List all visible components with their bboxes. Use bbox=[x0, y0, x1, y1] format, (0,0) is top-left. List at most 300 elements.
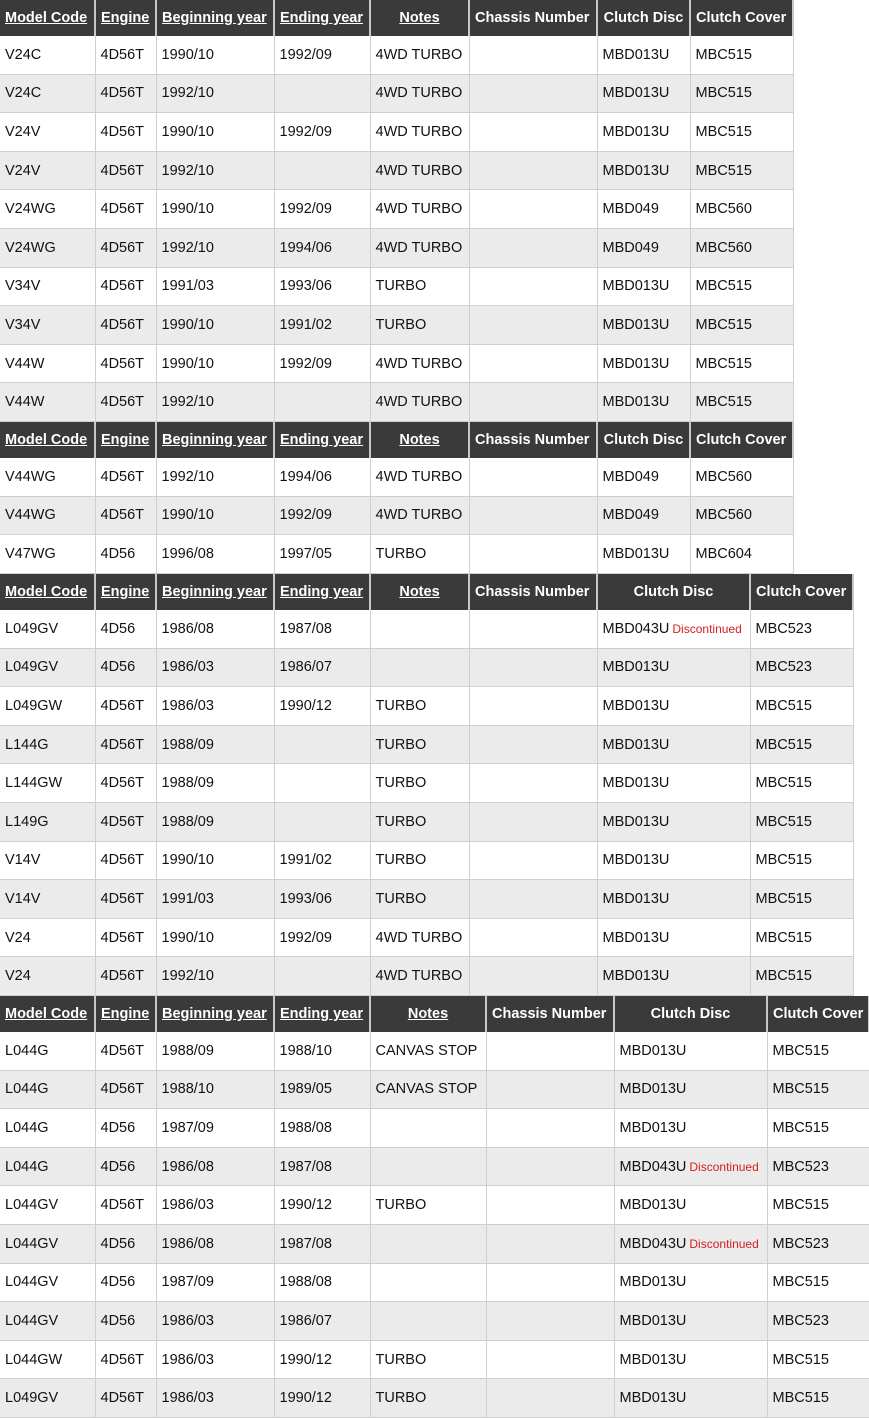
cell-ending-year bbox=[274, 496, 370, 535]
clutch-cover-value: MBC523 bbox=[755, 659, 812, 676]
clutch-disc-value: MBD013U bbox=[602, 394, 670, 411]
engine-value: 4D56T bbox=[100, 355, 145, 372]
cell-clutch-cover bbox=[767, 1302, 869, 1341]
cell-notes bbox=[370, 1263, 486, 1302]
cell-clutch-disc bbox=[597, 535, 690, 574]
header-engine[interactable]: Engine bbox=[95, 996, 156, 1032]
cell-beginning-year bbox=[156, 764, 274, 803]
clutch-disc-value: MBD013U bbox=[619, 1312, 687, 1329]
cell-clutch-cover bbox=[690, 228, 793, 267]
model-code-value: L044GW bbox=[5, 1351, 63, 1368]
cell-engine bbox=[95, 1302, 156, 1341]
cell-beginning-year bbox=[156, 535, 274, 574]
cell-beginning-year bbox=[156, 880, 274, 919]
notes-value: 4WD TURBO bbox=[375, 46, 463, 63]
cell-ending-year bbox=[274, 687, 370, 726]
notes-value: 4WD TURBO bbox=[375, 507, 463, 524]
header-engine[interactable]: Engine bbox=[95, 0, 156, 36]
ending-year-value: 1990/12 bbox=[279, 1197, 332, 1214]
cell-ending-year bbox=[274, 1224, 370, 1263]
cell-beginning-year bbox=[156, 113, 274, 152]
header-notes[interactable]: Notes bbox=[370, 0, 469, 36]
cell-beginning-year bbox=[156, 1340, 274, 1379]
cell-model-code bbox=[0, 764, 95, 803]
cell-beginning-year bbox=[156, 648, 274, 687]
notes-value: TURBO bbox=[375, 1351, 427, 1368]
header-model-code[interactable]: Model Code bbox=[0, 0, 95, 36]
cell-notes bbox=[370, 841, 469, 880]
cell-notes bbox=[370, 267, 469, 306]
header-chassis-number: Chassis Number bbox=[469, 574, 597, 610]
header-ending-year[interactable]: Ending year bbox=[274, 574, 370, 610]
cell-clutch-cover bbox=[690, 383, 793, 422]
cell-ending-year bbox=[274, 880, 370, 919]
cell-notes bbox=[370, 918, 469, 957]
cell-ending-year bbox=[274, 1070, 370, 1109]
cell-clutch-cover bbox=[767, 1032, 869, 1070]
table-row bbox=[0, 1070, 869, 1109]
header-row bbox=[0, 0, 793, 36]
beginning-year-value: 1988/09 bbox=[161, 1042, 214, 1059]
header-notes[interactable]: Notes bbox=[370, 574, 469, 610]
cell-clutch-disc bbox=[597, 228, 690, 267]
model-code-value: L049GW bbox=[5, 697, 63, 714]
model-code-value: V47WG bbox=[5, 545, 56, 562]
cell-engine bbox=[95, 610, 156, 648]
table-row bbox=[0, 610, 853, 648]
cell-model-code bbox=[0, 267, 95, 306]
cell-ending-year bbox=[274, 648, 370, 687]
cell-clutch-cover bbox=[767, 1224, 869, 1263]
clutch-disc-value: MBD013U bbox=[602, 355, 670, 372]
cell-ending-year bbox=[274, 841, 370, 880]
engine-value: 4D56T bbox=[100, 278, 145, 295]
cell-ending-year bbox=[274, 190, 370, 229]
notes-value: TURBO bbox=[375, 545, 427, 562]
cell-ending-year bbox=[274, 725, 370, 764]
cell-engine bbox=[95, 383, 156, 422]
cell-beginning-year bbox=[156, 1379, 274, 1418]
cell-engine bbox=[95, 496, 156, 535]
cell-engine bbox=[95, 113, 156, 152]
clutch-cover-value: MBC560 bbox=[695, 239, 752, 256]
model-code-value: L044GV bbox=[5, 1274, 59, 1291]
engine-value: 4D56T bbox=[100, 394, 145, 411]
table-row bbox=[0, 918, 853, 957]
clutch-disc-value: MBD043U bbox=[619, 1235, 687, 1252]
notes-value: 4WD TURBO bbox=[375, 929, 463, 946]
cell-beginning-year bbox=[156, 383, 274, 422]
ending-year-value: 1994/06 bbox=[279, 468, 332, 485]
header-notes[interactable]: Notes bbox=[370, 422, 469, 458]
table-row bbox=[0, 190, 793, 229]
cell-notes bbox=[370, 74, 469, 113]
cell-chassis-number bbox=[469, 458, 597, 496]
cell-clutch-cover bbox=[690, 496, 793, 535]
model-code-value: L044GV bbox=[5, 1312, 59, 1329]
cell-chassis-number bbox=[486, 1340, 614, 1379]
clutch-disc-value: MBD013U bbox=[602, 545, 670, 562]
header-ending-year[interactable]: Ending year bbox=[274, 422, 370, 458]
ending-year-value: 1988/10 bbox=[279, 1042, 332, 1059]
beginning-year-value: 1992/10 bbox=[161, 162, 214, 179]
cell-notes bbox=[370, 648, 469, 687]
clutch-disc-value: MBD013U bbox=[602, 278, 670, 295]
cell-engine bbox=[95, 918, 156, 957]
cell-clutch-disc bbox=[597, 496, 690, 535]
cell-notes bbox=[370, 36, 469, 74]
table-row bbox=[0, 648, 853, 687]
engine-value: 4D56 bbox=[100, 1119, 136, 1136]
cell-ending-year bbox=[274, 306, 370, 345]
clutch-disc-value: MBD013U bbox=[602, 85, 670, 102]
cell-model-code bbox=[0, 1186, 95, 1225]
ending-year-value: 1991/02 bbox=[279, 316, 332, 333]
cell-clutch-disc bbox=[614, 1224, 767, 1263]
cell-clutch-cover bbox=[767, 1263, 869, 1302]
cell-clutch-disc bbox=[597, 841, 750, 880]
clutch-cover-value: MBC515 bbox=[755, 736, 812, 753]
clutch-disc-value: MBD049 bbox=[602, 239, 659, 256]
engine-value: 4D56 bbox=[100, 545, 136, 562]
clutch-cover-value: MBC515 bbox=[695, 278, 752, 295]
clutch-disc-value: MBD013U bbox=[602, 736, 670, 753]
cell-engine bbox=[95, 648, 156, 687]
table-row bbox=[0, 1302, 869, 1341]
cell-beginning-year bbox=[156, 228, 274, 267]
header-model-code[interactable]: Model Code bbox=[0, 574, 95, 610]
parts-table-2 bbox=[0, 422, 794, 574]
clutch-cover-value: MBC560 bbox=[695, 507, 752, 524]
cell-ending-year bbox=[274, 1340, 370, 1379]
ending-year-value: 1986/07 bbox=[279, 659, 332, 676]
cell-chassis-number bbox=[469, 306, 597, 345]
header-row bbox=[0, 422, 793, 458]
beginning-year-value: 1992/10 bbox=[161, 968, 214, 985]
notes-value: 4WD TURBO bbox=[375, 239, 463, 256]
table-row bbox=[0, 74, 793, 113]
header-ending-year[interactable]: Ending year bbox=[274, 0, 370, 36]
cell-notes bbox=[370, 228, 469, 267]
header-model-code[interactable]: Model Code bbox=[0, 996, 95, 1032]
cell-notes bbox=[370, 1070, 486, 1109]
ending-year-value: 1986/07 bbox=[279, 1312, 332, 1329]
cell-model-code bbox=[0, 1302, 95, 1341]
cell-clutch-disc bbox=[614, 1070, 767, 1109]
header-beginning-year[interactable]: Beginning year bbox=[156, 996, 274, 1032]
clutch-cover-value: MBC515 bbox=[695, 355, 752, 372]
cell-engine bbox=[95, 880, 156, 919]
engine-value: 4D56T bbox=[100, 1081, 145, 1098]
model-code-value: L044G bbox=[5, 1081, 49, 1098]
ending-year-value: 1992/09 bbox=[279, 929, 332, 946]
cell-clutch-disc bbox=[614, 1147, 767, 1186]
cell-model-code bbox=[0, 841, 95, 880]
cell-clutch-cover bbox=[690, 190, 793, 229]
clutch-cover-value: MBC515 bbox=[755, 697, 812, 714]
engine-value: 4D56 bbox=[100, 659, 136, 676]
notes-value: TURBO bbox=[375, 736, 427, 753]
cell-chassis-number bbox=[469, 151, 597, 190]
cell-model-code bbox=[0, 458, 95, 496]
clutch-cover-value: MBC515 bbox=[695, 394, 752, 411]
model-code-value: L044GV bbox=[5, 1197, 59, 1214]
model-code-value: L149G bbox=[5, 813, 49, 830]
notes-value: 4WD TURBO bbox=[375, 201, 463, 218]
clutch-cover-value: MBC523 bbox=[772, 1235, 829, 1252]
table-row bbox=[0, 151, 793, 190]
table-row bbox=[0, 764, 853, 803]
cell-model-code bbox=[0, 725, 95, 764]
beginning-year-value: 1986/03 bbox=[161, 697, 214, 714]
cell-ending-year bbox=[274, 344, 370, 383]
header-beginning-year[interactable]: Beginning year bbox=[156, 422, 274, 458]
clutch-disc-value: MBD013U bbox=[602, 813, 670, 830]
cell-clutch-cover bbox=[690, 267, 793, 306]
cell-beginning-year bbox=[156, 1224, 274, 1263]
model-code-value: L044G bbox=[5, 1158, 49, 1175]
cell-clutch-disc bbox=[597, 957, 750, 996]
cell-clutch-disc bbox=[597, 36, 690, 74]
cell-clutch-cover bbox=[767, 1070, 869, 1109]
cell-engine bbox=[95, 1340, 156, 1379]
model-code-value: V44WG bbox=[5, 468, 56, 485]
cell-clutch-cover bbox=[690, 74, 793, 113]
cell-engine bbox=[95, 1032, 156, 1070]
clutch-disc-value: MBD013U bbox=[602, 659, 670, 676]
cell-notes bbox=[370, 383, 469, 422]
engine-value: 4D56T bbox=[100, 1390, 145, 1407]
clutch-disc-value: MBD013U bbox=[619, 1119, 687, 1136]
notes-value: 4WD TURBO bbox=[375, 85, 463, 102]
table-row bbox=[0, 1379, 869, 1418]
cell-beginning-year bbox=[156, 74, 274, 113]
cell-model-code bbox=[0, 535, 95, 574]
cell-clutch-disc bbox=[597, 610, 750, 648]
clutch-disc-value: MBD013U bbox=[619, 1390, 687, 1407]
table-row bbox=[0, 496, 793, 535]
clutch-disc-value: MBD043U bbox=[602, 620, 670, 637]
cell-clutch-cover bbox=[750, 957, 853, 996]
cell-engine bbox=[95, 1109, 156, 1148]
beginning-year-value: 1986/03 bbox=[161, 1390, 214, 1407]
notes-value: TURBO bbox=[375, 813, 427, 830]
cell-notes bbox=[370, 306, 469, 345]
notes-value: CANVAS STOP bbox=[375, 1042, 478, 1059]
engine-value: 4D56T bbox=[100, 316, 145, 333]
engine-value: 4D56T bbox=[100, 968, 145, 985]
table-row bbox=[0, 1224, 869, 1263]
beginning-year-value: 1988/10 bbox=[161, 1081, 214, 1098]
model-code-value: V24C bbox=[5, 85, 42, 102]
cell-clutch-cover bbox=[767, 1379, 869, 1418]
engine-value: 4D56 bbox=[100, 1312, 136, 1329]
cell-notes bbox=[370, 151, 469, 190]
cell-beginning-year bbox=[156, 151, 274, 190]
header-model-code[interactable]: Model Code bbox=[0, 422, 95, 458]
clutch-cover-value: MBC515 bbox=[755, 929, 812, 946]
cell-beginning-year bbox=[156, 1032, 274, 1070]
discontinued-badge: Discontinued bbox=[689, 1236, 759, 1251]
engine-value: 4D56T bbox=[100, 468, 145, 485]
clutch-cover-value: MBC515 bbox=[772, 1351, 829, 1368]
header-beginning-year[interactable]: Beginning year bbox=[156, 0, 274, 36]
parts-table-1 bbox=[0, 0, 794, 422]
cell-notes bbox=[370, 957, 469, 996]
beginning-year-value: 1986/03 bbox=[161, 659, 214, 676]
cell-clutch-disc bbox=[614, 1109, 767, 1148]
clutch-disc-value: MBD013U bbox=[602, 46, 670, 63]
engine-value: 4D56T bbox=[100, 1351, 145, 1368]
cell-clutch-disc bbox=[597, 458, 690, 496]
clutch-disc-value: MBD049 bbox=[602, 507, 659, 524]
cell-ending-year bbox=[274, 383, 370, 422]
beginning-year-value: 1990/10 bbox=[161, 507, 214, 524]
header-notes[interactable]: Notes bbox=[370, 996, 486, 1032]
cell-model-code bbox=[0, 36, 95, 74]
clutch-cover-value: MBC515 bbox=[755, 775, 812, 792]
model-code-value: V24 bbox=[5, 968, 31, 985]
cell-notes bbox=[370, 687, 469, 726]
cell-notes bbox=[370, 1340, 486, 1379]
cell-chassis-number bbox=[486, 1186, 614, 1225]
model-code-value: L144G bbox=[5, 736, 49, 753]
header-ending-year[interactable]: Ending year bbox=[274, 996, 370, 1032]
cell-beginning-year bbox=[156, 1070, 274, 1109]
beginning-year-value: 1992/10 bbox=[161, 394, 214, 411]
beginning-year-value: 1990/10 bbox=[161, 852, 214, 869]
cell-ending-year bbox=[274, 228, 370, 267]
ending-year-value: 1988/08 bbox=[279, 1274, 332, 1291]
cell-model-code bbox=[0, 496, 95, 535]
cell-beginning-year bbox=[156, 1109, 274, 1148]
clutch-cover-value: MBC515 bbox=[772, 1390, 829, 1407]
cell-engine bbox=[95, 151, 156, 190]
cell-ending-year bbox=[274, 151, 370, 190]
header-clutch-cover: Clutch Cover bbox=[690, 0, 793, 36]
cell-clutch-cover bbox=[750, 648, 853, 687]
cell-ending-year bbox=[274, 74, 370, 113]
clutch-disc-value: MBD013U bbox=[602, 162, 670, 179]
engine-value: 4D56T bbox=[100, 775, 145, 792]
clutch-cover-value: MBC515 bbox=[772, 1274, 829, 1291]
cell-ending-year bbox=[274, 957, 370, 996]
cell-clutch-cover bbox=[767, 1109, 869, 1148]
clutch-disc-value: MBD049 bbox=[602, 201, 659, 218]
beginning-year-value: 1992/10 bbox=[161, 85, 214, 102]
model-code-value: L144GW bbox=[5, 775, 63, 792]
clutch-cover-value: MBC515 bbox=[755, 890, 812, 907]
cell-clutch-disc bbox=[597, 687, 750, 726]
beginning-year-value: 1987/09 bbox=[161, 1119, 214, 1136]
header-engine[interactable]: Engine bbox=[95, 574, 156, 610]
ending-year-value: 1990/12 bbox=[279, 697, 332, 714]
cell-engine bbox=[95, 1379, 156, 1418]
cell-model-code bbox=[0, 648, 95, 687]
clutch-cover-value: MBC523 bbox=[755, 620, 812, 637]
cell-clutch-disc bbox=[597, 74, 690, 113]
cell-ending-year bbox=[274, 918, 370, 957]
header-beginning-year[interactable]: Beginning year bbox=[156, 574, 274, 610]
cell-chassis-number bbox=[469, 190, 597, 229]
cell-chassis-number bbox=[469, 610, 597, 648]
cell-beginning-year bbox=[156, 306, 274, 345]
cell-model-code bbox=[0, 918, 95, 957]
table-row bbox=[0, 1147, 869, 1186]
cell-model-code bbox=[0, 151, 95, 190]
cell-chassis-number bbox=[469, 880, 597, 919]
ending-year-value: 1993/06 bbox=[279, 890, 332, 907]
notes-value: 4WD TURBO bbox=[375, 123, 463, 140]
cell-chassis-number bbox=[486, 1147, 614, 1186]
table-row bbox=[0, 344, 793, 383]
engine-value: 4D56T bbox=[100, 736, 145, 753]
cell-clutch-disc bbox=[597, 306, 690, 345]
header-clutch-cover: Clutch Cover bbox=[750, 574, 853, 610]
cell-engine bbox=[95, 190, 156, 229]
cell-engine bbox=[95, 36, 156, 74]
cell-chassis-number bbox=[486, 1263, 614, 1302]
model-code-value: L049GV bbox=[5, 620, 59, 637]
ending-year-value: 1987/08 bbox=[279, 1158, 332, 1175]
clutch-cover-value: MBC515 bbox=[772, 1081, 829, 1098]
cell-clutch-disc bbox=[597, 802, 750, 841]
cell-clutch-cover bbox=[750, 725, 853, 764]
beginning-year-value: 1990/10 bbox=[161, 46, 214, 63]
clutch-disc-value: MBD013U bbox=[602, 890, 670, 907]
beginning-year-value: 1988/09 bbox=[161, 736, 214, 753]
notes-value: 4WD TURBO bbox=[375, 355, 463, 372]
engine-value: 4D56T bbox=[100, 85, 145, 102]
table-row bbox=[0, 880, 853, 919]
cell-notes bbox=[370, 725, 469, 764]
cell-model-code bbox=[0, 1340, 95, 1379]
beginning-year-value: 1986/03 bbox=[161, 1312, 214, 1329]
clutch-disc-value: MBD013U bbox=[602, 968, 670, 985]
ending-year-value: 1990/12 bbox=[279, 1351, 332, 1368]
cell-engine bbox=[95, 764, 156, 803]
cell-notes bbox=[370, 802, 469, 841]
cell-ending-year bbox=[274, 1147, 370, 1186]
cell-engine bbox=[95, 1186, 156, 1225]
cell-clutch-cover bbox=[690, 458, 793, 496]
engine-value: 4D56T bbox=[100, 852, 145, 869]
engine-value: 4D56T bbox=[100, 507, 145, 524]
cell-model-code bbox=[0, 306, 95, 345]
model-code-value: L049GV bbox=[5, 1390, 59, 1407]
cell-model-code bbox=[0, 1070, 95, 1109]
ending-year-value: 1994/06 bbox=[279, 239, 332, 256]
cell-clutch-cover bbox=[690, 535, 793, 574]
engine-value: 4D56T bbox=[100, 697, 145, 714]
cell-model-code bbox=[0, 228, 95, 267]
cell-clutch-disc bbox=[597, 764, 750, 803]
cell-notes bbox=[370, 880, 469, 919]
cell-ending-year bbox=[274, 1186, 370, 1225]
header-row bbox=[0, 574, 853, 610]
cell-clutch-cover bbox=[690, 344, 793, 383]
notes-value: CANVAS STOP bbox=[375, 1081, 478, 1098]
clutch-cover-value: MBC523 bbox=[772, 1312, 829, 1329]
header-chassis-number: Chassis Number bbox=[469, 422, 597, 458]
clutch-cover-value: MBC515 bbox=[772, 1197, 829, 1214]
cell-chassis-number bbox=[469, 383, 597, 422]
header-engine[interactable]: Engine bbox=[95, 422, 156, 458]
engine-value: 4D56T bbox=[100, 239, 145, 256]
clutch-cover-value: MBC515 bbox=[695, 162, 752, 179]
cell-clutch-cover bbox=[690, 306, 793, 345]
cell-clutch-cover bbox=[750, 841, 853, 880]
